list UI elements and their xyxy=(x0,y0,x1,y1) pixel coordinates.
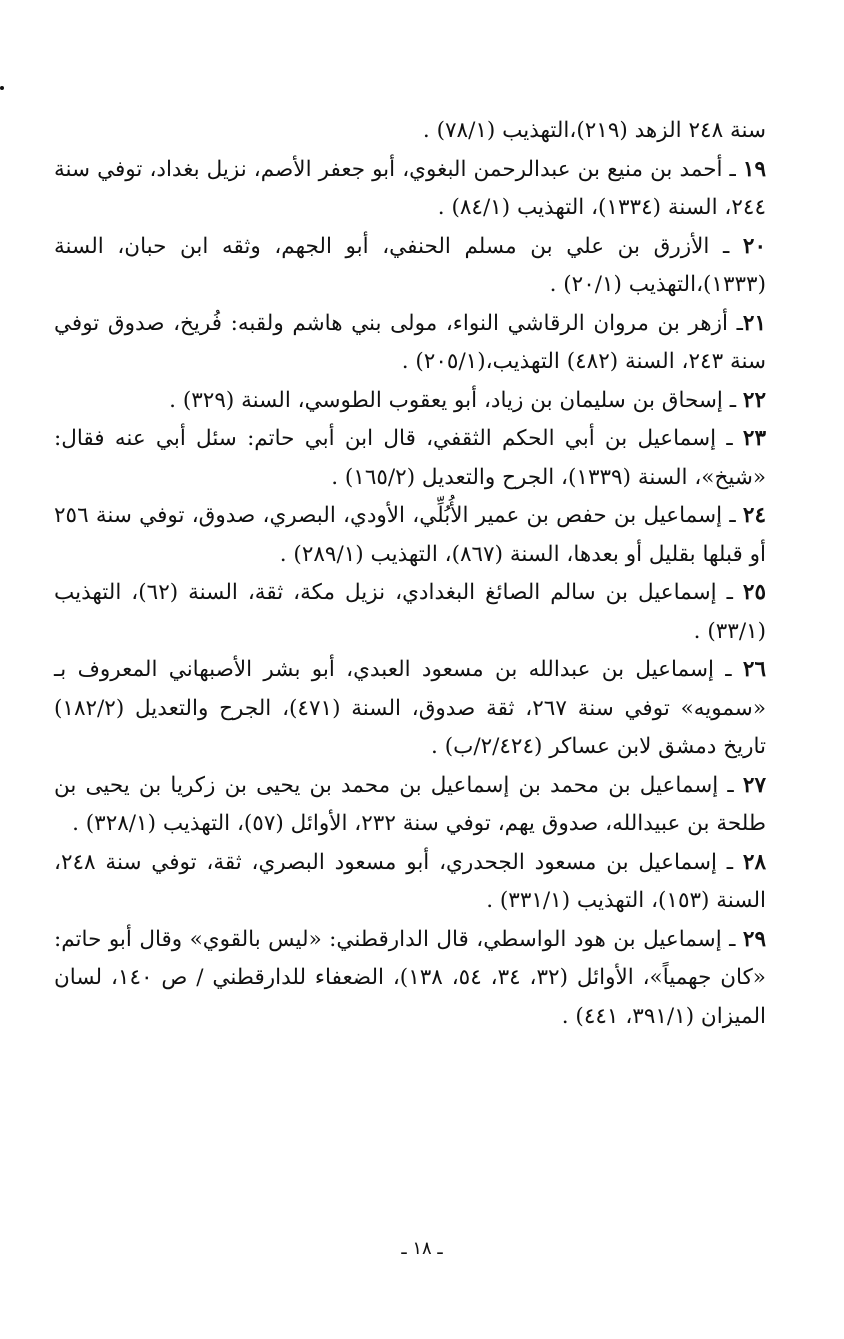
margin-mark xyxy=(0,86,4,90)
entry-text: ـ الأزرق بن علي بن مسلم الحنفي، أبو الجهم، وثقه ابن حبان، السنة (١٣٣٣)،التهذيب (٢٠/١) . xyxy=(54,233,766,297)
biography-entries xyxy=(54,112,766,1036)
entry-number: ٢٠ xyxy=(742,233,766,259)
entry-text: ـ إسماعيل بن مسعود الجحدري، أبو مسعود البصري، ثقة، توفي سنة ٢٤٨، السنة (١٥٣)، التهذيب (٣٣١/١) . xyxy=(54,849,766,913)
entry-number: ٢٩ xyxy=(742,926,766,952)
entry-number: ٢٦ xyxy=(742,657,766,682)
entry-number: ٢٤ xyxy=(742,503,766,528)
entry-text: سنة ٢٤٨ الزهد (٢١٩)،التهذيب (٧٨/١) . xyxy=(422,118,766,143)
entry-text: ـ إسماعيل بن سالم الصائغ البغدادي، نزيل مكة، ثقة، السنة (٦٢)، التهذيب (٣٣/١) . xyxy=(54,580,766,644)
entry-text: ـ إسماعيل بن هود الواسطي، قال الدارقطني: «ليس بالقوي» وقال أبو حاتم: «كان جهمياً»، الأوائل (٣٢، ٣٤، ٥٤، ١٣٨)، الضعفاء للدارقطني / ص ١٤٠، لسان الميزان (٣٩١/١، ٤٤١) . xyxy=(54,926,766,1029)
entry-24 xyxy=(54,497,766,574)
entry-text: ـ إسماعيل بن عبدالله بن مسعود العبدي، أبو بشر الأصبهاني المعروف بـ «سمويه» توفي سنة ٢٦٧، ثقة صدوق، السنة (٤٧١)، الجرح والتعديل (١٨٢/٢) تاريخ دمشق لابن عساكر (٢/٤٢٤/ب) . xyxy=(54,657,766,759)
entry-text: ـ إسماعيل بن حفص بن عمير الأُبُلِّي، الأودي، البصري، صدوق، توفي سنة ٢٥٦ أو قبلها بقليل أو بعدها، السنة (٨٦٧)، التهذيب (٢٨٩/١) . xyxy=(54,503,766,567)
entry-number: ٢١ xyxy=(742,310,766,336)
entry-text: ـ إسماعيل بن أبي الحكم الثقفي، قال ابن أبي حاتم: سئل أبي عنه فقال: «شيخ»، السنة (١٣٣٩)، الجرح والتعديل (١٦٥/٢) . xyxy=(54,426,766,490)
entry-number: ٢٥ xyxy=(742,580,766,605)
entry-26 xyxy=(54,651,766,767)
entry-27 xyxy=(54,767,766,844)
entry-number: ٢٨ xyxy=(742,849,766,875)
entry-number: ٢٧ xyxy=(742,772,766,798)
entry-text: ـ إسحاق بن سليمان بن زياد، أبو يعقوب الطوسي، السنة (٣٢٩) . xyxy=(169,387,743,413)
entry-25 xyxy=(54,574,766,651)
entry-continuation xyxy=(54,112,766,151)
entry-number: ٢٢ xyxy=(742,387,766,413)
entry-number: ٢٣ xyxy=(742,426,766,451)
entry-number: ١٩ xyxy=(742,156,766,182)
entry-21 xyxy=(54,305,766,382)
entry-28 xyxy=(54,844,766,921)
entry-text: ـ أزهر بن مروان الرقاشي النواء، مولى بني هاشم ولقبه: فُريخ، صدوق توفي سنة ٢٤٣، السنة (٤٨٢) التهذيب،(٢٠٥/١) . xyxy=(54,310,766,374)
entry-19 xyxy=(54,151,766,228)
entry-22 xyxy=(54,382,766,421)
entry-23 xyxy=(54,420,766,497)
entry-20 xyxy=(54,228,766,305)
entry-text: ـ أحمد بن منيع بن عبدالرحمن البغوي، أبو جعفر الأصم، نزيل بغداد، توفي سنة ٢٤٤، السنة (١٣٣٤)، التهذيب (٨٤/١) . xyxy=(54,156,766,220)
entry-29 xyxy=(54,921,766,1037)
entry-text: ـ إسماعيل بن محمد بن إسماعيل بن محمد بن يحيى بن زكريا بن يحيى بن طلحة بن عبيدالله، صدوق يهم، توفي سنة ٢٣٢، الأوائل (٥٧)، التهذيب (٣٢٨/١) . xyxy=(54,772,766,836)
page-number: ـ ١٨ ـ xyxy=(401,1238,443,1259)
